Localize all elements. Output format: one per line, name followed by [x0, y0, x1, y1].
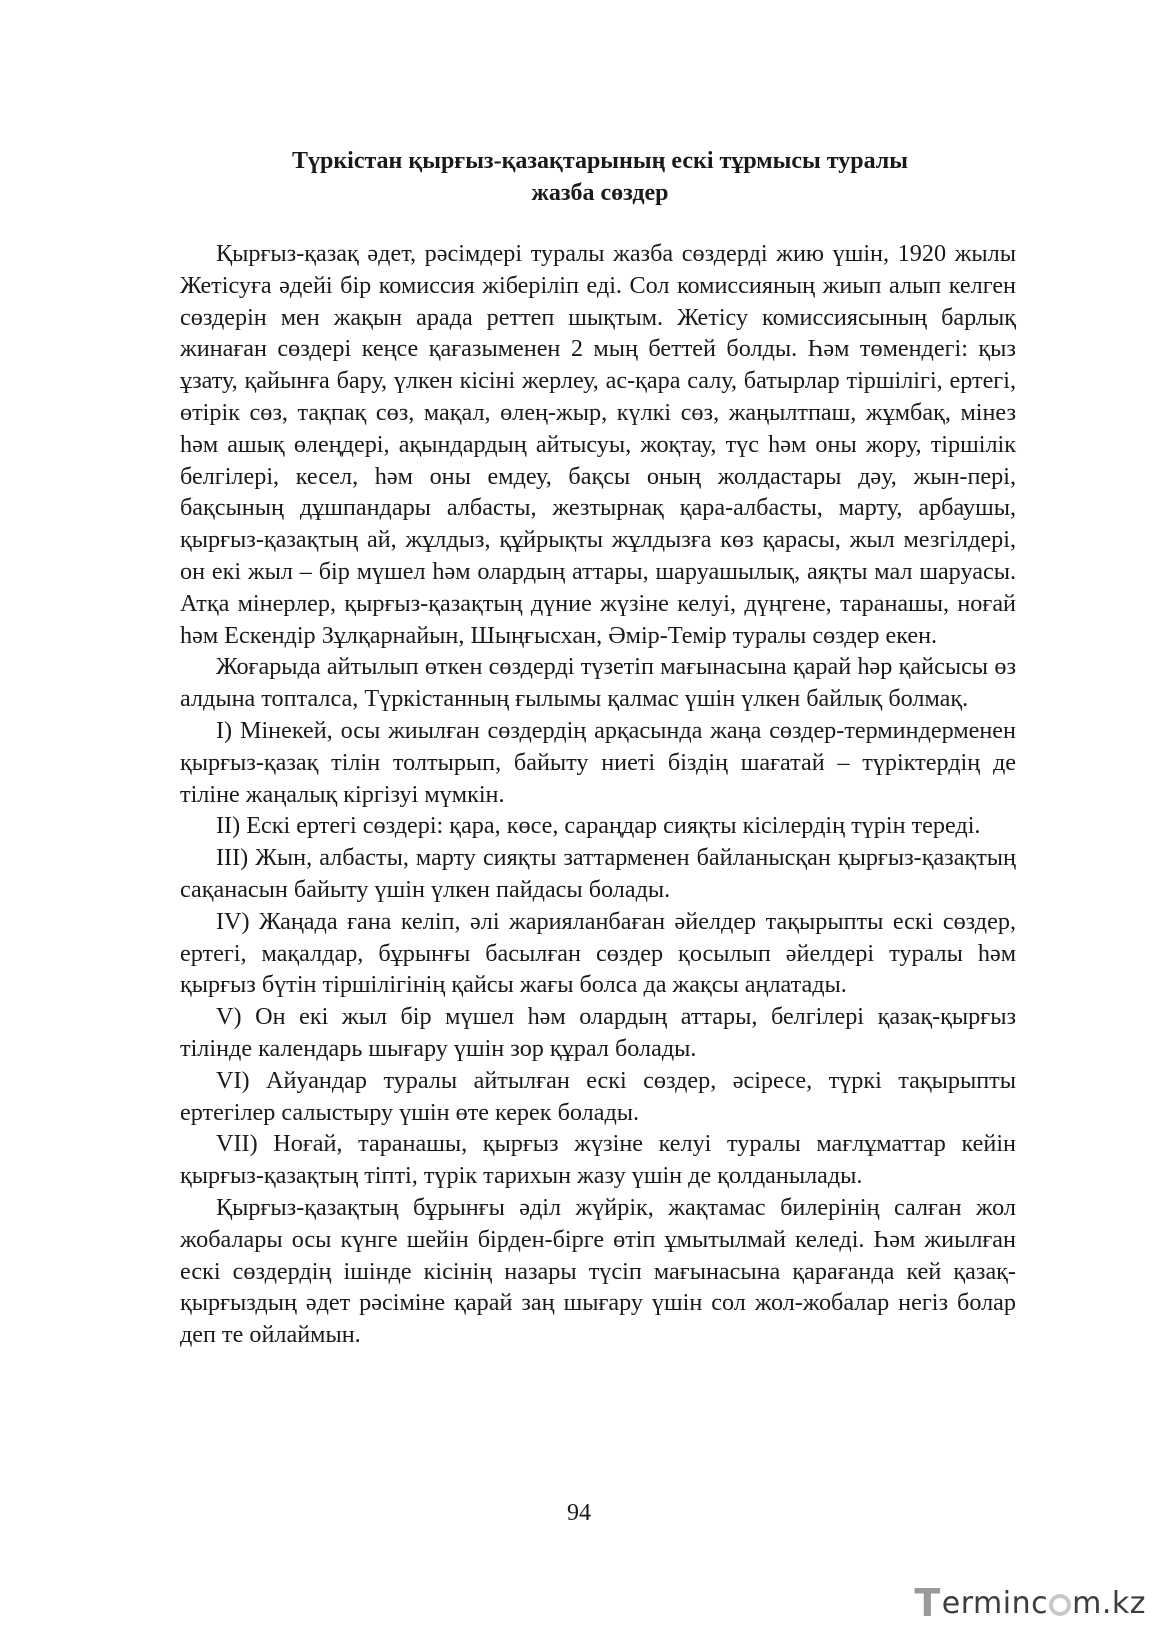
paragraph-point-5: V) Он екі жыл бір мүшел һәм олардың аттары, белгілері қазақ-қырғыз тілінде календарь шығару үшін зор құрал болады. [180, 1003, 1016, 1062]
paragraph-conclusion: Қырғыз-қазақтың бұрынғы әділ жүйрік, жақтамас билерінің салған жол жобалары осы күнге шейін бірден-бірге өтіп ұмытылмай келеді. Һәм жиылған ескі сөздердің ішінде кісінің назары түсіп мағынасына қарағанда кей қазақ-қырғыздың әдет рәсіміне қарай заң шығару үшін сол жол-жобалар негіз болар деп те ойлаймын. [180, 1193, 1016, 1349]
paragraph-point-2: II) Ескі ертегі сөздері: қара, көсе, сараңдар сияқты кісілердің түрін тереді. [216, 812, 981, 840]
paragraph-point-6: VI) Айуандар туралы айтылған ескі сөздер, әсіресе, түркі тақырыпты ертегілер салыстыру үшін өте керек болады. [180, 1066, 1016, 1126]
termincom-logo[interactable] [914, 1583, 1146, 1623]
title-line-1: Түркістан қырғыз-қазақтарының ескі тұрмысы туралы [291, 148, 909, 174]
paragraph-point-3: III) Жын, албасты, марту сияқты заттарменен байланысқан қырғыз-қазақтың сақанасын байыту үшін үлкен пайдасы болады. [180, 844, 1016, 903]
logo-letter-t: T [914, 1581, 941, 1625]
logo-text-first: erminc [941, 1585, 1049, 1621]
article-body [180, 238, 1016, 1351]
paragraph-intro: Қырғыз-қазақ әдет, рәсімдері туралы жазба сөздерді жию үшін, 1920 жылы Жетісуға әдейі бір комиссия жіберіліп еді. Сол комиссияның жиып алып келген сөздерін мен жақын арада реттеп шықтым. Жетісу комиссиясының барлық жинаған сөздері кеңсе қағазыменен 2 мың беттей болды. Һәм төмендегі: қыз ұзату, қайынға бару, үлкен кісіні жерлеу, ас-қара салу, батырлар тіршілігі, ертегі, өтірік сөз, тақпақ сөз, мақал, өлең-жыр, күлкі сөз, жаңылтпаш, жұмбақ, мінез һәм ашық өлеңдері, ақындардың айтысуы, жоқтау, түс һәм оны жору, тіршілік белгілері, кесел, һәм оны емдеу, бақсы оның жолдастары дәу, жын-пері, бақсының дұшпандары албасты, жезтырнақ қара-албасты, марту, арбаушы, қырғыз-қазақтың ай, жұлдыз, құйрықты жұлдызға көз қарасы, жыл мезгілдері, он екі жыл – бір мүшел һәм олардың аттары, шаруашылық, аяқты мал шаруасы. Атқа мінерлер, қырғыз-қазақтың дүние жүзіне келуі, дүңгене, таранашы, ноғай һәм Ескендір Зұлқарнайын, Шыңғысхан, Әмір-Темір туралы сөздер екен. [180, 240, 1016, 649]
logo-ring-icon [1049, 1594, 1071, 1616]
paragraph-point-7: VII) Ноғай, таранашы, қырғыз жүзіне келуі туралы мағлұматтар кейін қырғыз-қазақтың тіпті, түрік тарихын жазу үшін де қолданылады. [180, 1130, 1016, 1190]
paragraph-summary: Жоғарыда айтылып өткен сөздерді түзетіп мағынасына қарай һәр қайсысы өз алдына топталса, Түркістанның ғылымы қалмас үшін үлкен байлық болмақ. [180, 653, 1016, 713]
page-number: 94 [567, 1500, 591, 1526]
logo-text-second: m.kz [1072, 1585, 1146, 1621]
paragraph-point-4: IV) Жаңада ғана келіп, әлі жарияланбаған әйелдер тақырыпты ескі сөздер, ертегі, мақалдар, бұрынғы басылған сөздер қосылып әйелдері туралы һәм қырғыз бүтін тіршілігінің қайсы жағы болса да жақсы аңлатады. [180, 907, 1016, 999]
title-line-2: жазба сөздер [531, 180, 669, 206]
paragraph-point-1: I) Мінекей, осы жиылған сөздердің арқасында жаңа сөздер-терминдерменен қырғыз-қазақ тілін толтырып, байыту ниеті біздің шағатай – түріктердің де тіліне жаңалық кіргізуі мүмкін. [180, 716, 1016, 808]
article-title [180, 145, 1020, 209]
